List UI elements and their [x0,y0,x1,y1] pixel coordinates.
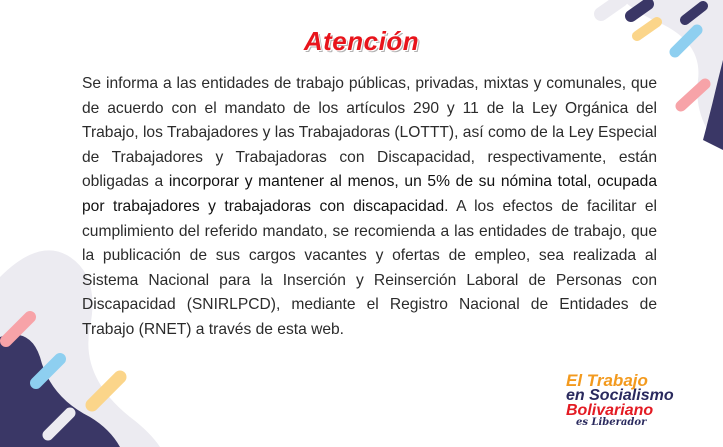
paragraph-part-1: Se informa a las entidades de trabajo públicas, privadas, mixtas y comunales, que de acuerdo con el mandato de los artículos 290 y 11 de la Ley Orgánica del Trabajo, los Trabajadores y las Trabajadoras (LOTTT), así como de la Ley Especial de Trabajadores y Trabajadoras con Discapacidad, respectivamente, están obligadas a [82,75,657,191]
brand-line-1: El Trabajo [566,371,648,390]
paragraph-part-2: . A los efectos de facilitar el cumplimiento del referido mandato, se recomienda a las entidades de trabajo, que la publicación de sus cargos vacantes y ofertas de empleo, sea realizada al Sistema Nacional para la Inserción y Reinserción Laboral de Personas con Discapacidad (SNIRLPCD), mediante el Registro Nacional de Entidades de Trabajo (RNET) a través de esta web. [82,197,658,338]
brand-logo [560,372,700,434]
brand-line-2: en Socialismo [566,387,674,404]
notice-title: Atención [303,26,420,56]
brand-line-3: Bolivariano [566,402,654,419]
brand-line-4: es Liberador [576,417,647,428]
notice-paragraph [82,72,657,343]
paragraph-emphasis: incorporar y mantener al menos, un 5% de su nómina total, ocupada por trabajadores y trabajadoras con discapacidad [82,173,657,215]
